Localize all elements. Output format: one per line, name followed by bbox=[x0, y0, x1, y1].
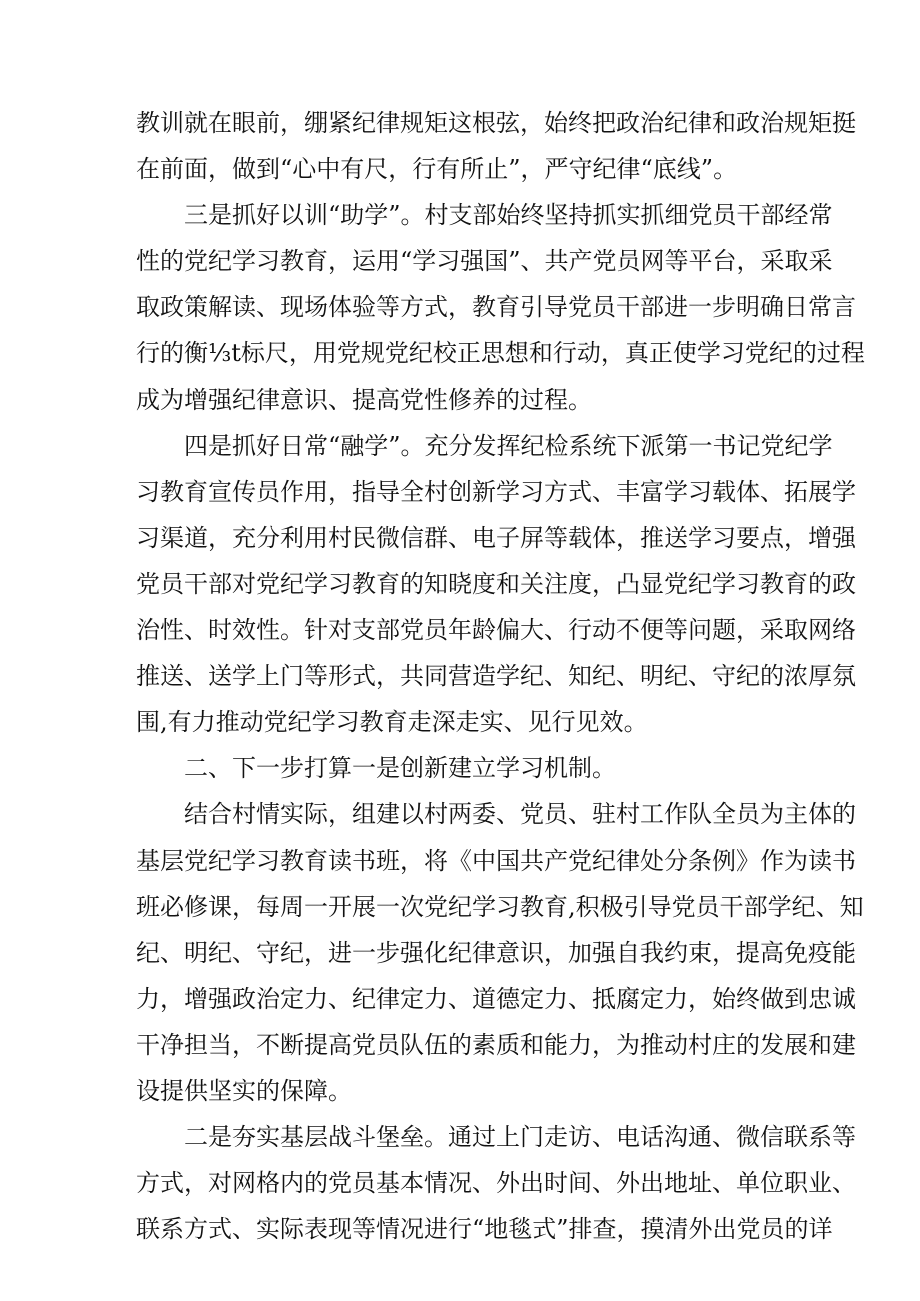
text-line-20: 力，增强政治定力、纪律定力、道德定力、抵腐定力，始终做到忠诚 bbox=[136, 984, 856, 1013]
text-line-2: 在前面，做到“心中有尺，行有所止”，严守纪律“底线”。 bbox=[136, 155, 738, 184]
text-line-16: 结合村情实际，组建以村两委、党员、驻村工作队全员为主体的 bbox=[184, 800, 856, 829]
text-line-19: 纪、明纪、守纪，进一步强化纪律意识，加强自我约束，提高免疫能 bbox=[136, 938, 856, 967]
text-line-21: 干净担当，不断提高党员队伍的素质和能力，为推动村庄的发展和建 bbox=[136, 1030, 856, 1059]
text-line-8: 四是抓好日常“融学”。充分发挥纪检系统下派第一书记党纪学 bbox=[184, 431, 833, 460]
text-line-11: 党员干部对党纪学习教育的知晓度和关注度，凸显党纪学习教育的政 bbox=[136, 569, 856, 598]
text-line-25: 联系方式、实际表现等情况进行“地毯式”排查，摸清外出党员的详 bbox=[136, 1215, 833, 1244]
text-line-3: 三是抓好以训“助学”。村支部始终坚持抓实抓细党员干部经常 bbox=[184, 201, 833, 230]
text-line-14: 围,有力推动党纪学习教育走深走实、见行见效。 bbox=[136, 708, 648, 737]
text-line-23: 二是夯实基层战斗堡垒。通过上门走访、电话沟通、微信联系等 bbox=[184, 1123, 856, 1152]
text-line-6: 行的衡⅓t标尺，用党规党纪校正思想和行动，真正使学习党纪的过程 bbox=[136, 339, 865, 368]
text-line-1: 教训就在眼前，绷紧纪律规矩这根弦，始终把政治纪律和政治规矩挺 bbox=[136, 109, 856, 137]
text-line-18: 班必修课，每周一开展一次党纪学习教育,积极引导党员干部学纪、知 bbox=[136, 892, 864, 921]
text-line-9: 习教育宣传员作用，指导全村创新学习方式、丰富学习载体、拓展学 bbox=[136, 477, 856, 506]
text-line-13: 推送、送学上门等形式，共同营造学纪、知纪、明纪、守纪的浓厚氛 bbox=[136, 662, 856, 691]
text-line-7: 成为增强纪律意识、提高党性修养的过程。 bbox=[136, 385, 592, 414]
text-line-10: 习渠道，充分利用村民微信群、电子屏等载体，推送学习要点，增强 bbox=[136, 523, 856, 552]
text-line-15: 二、下一步打算一是创新建立学习机制。 bbox=[184, 754, 616, 783]
text-line-17: 基层党纪学习教育读书班，将《中国共产党纪律处分条例》作为读书 bbox=[136, 846, 856, 875]
text-line-5: 取政策解读、现场体验等方式，教育引导党员干部进一步明确日常言 bbox=[136, 293, 856, 322]
text-line-4: 性的党纪学习教育，运用“学习强国”、共产党员网等平台，采取采 bbox=[136, 247, 833, 276]
document-body bbox=[136, 100, 865, 1252]
text-line-24: 方式，对网格内的党员基本情况、外出时间、外出地址、单位职业、 bbox=[136, 1169, 856, 1198]
text-line-12: 治性、时效性。针对支部党员年龄偏大、行动不便等问题，采取网络 bbox=[136, 616, 856, 645]
text-line-22: 设提供坚实的保障。 bbox=[136, 1076, 352, 1105]
